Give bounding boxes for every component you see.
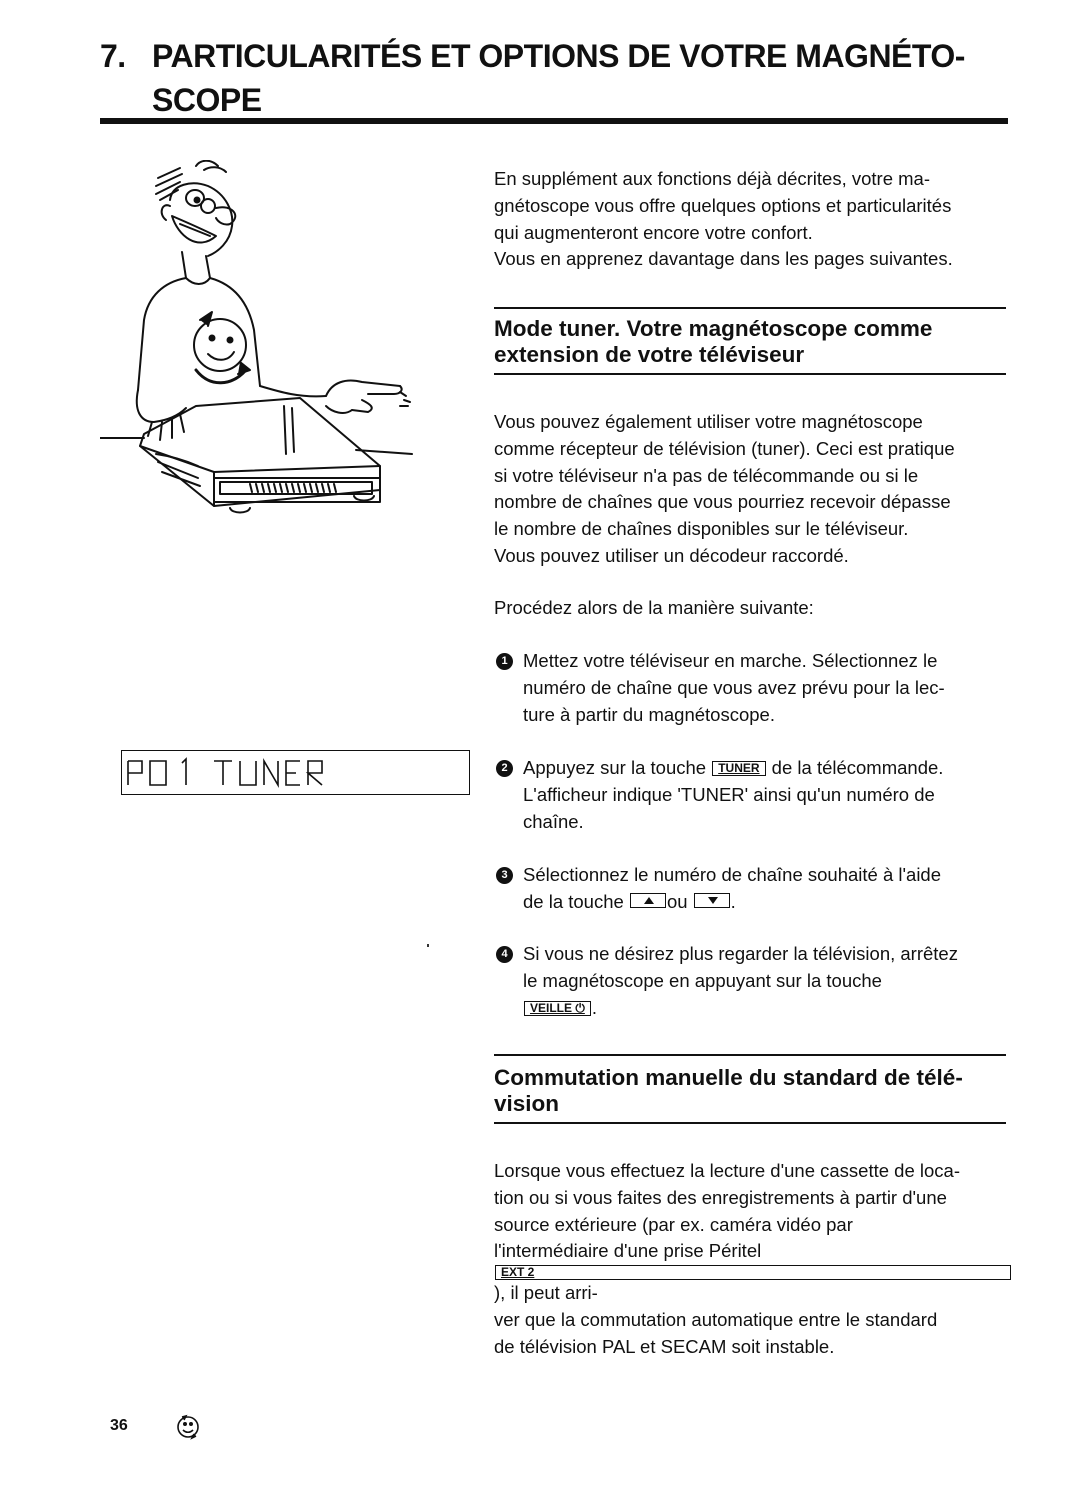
body-line: de télévision PAL et SECAM soit instable. — [494, 1335, 835, 1357]
step-line — [523, 995, 1017, 1022]
heading-line: vision — [494, 1091, 560, 1116]
title-rule — [100, 118, 1008, 124]
intro-line: qui augmenteront encore votre confort. — [494, 221, 813, 243]
heading-line: Mode tuner. Votre magnétoscope comme — [494, 316, 933, 341]
heading-line: extension de votre téléviseur — [494, 342, 805, 367]
vcr-man-illustration — [100, 160, 420, 525]
chapter-title-line2: SCOPE — [152, 82, 262, 118]
step-line: Sélectionnez le numéro de chaîne souhaité à l'aide — [523, 864, 942, 885]
step-line: chaîne. — [523, 810, 584, 832]
procedure-intro — [494, 595, 1012, 622]
stray-mark — [427, 944, 429, 947]
heading-line: Commutation manuelle du standard de télé- — [494, 1065, 963, 1090]
step-line: L'afficheur indique 'TUNER' ainsi qu'un numéro de — [523, 783, 935, 805]
step-text: ou — [666, 890, 688, 912]
tuner-key: TUNER — [712, 761, 765, 776]
step-text: . — [730, 890, 736, 912]
step-number-badge: 3 — [496, 867, 513, 884]
down-arrow-key-icon — [694, 893, 730, 908]
intro-line: Vous en apprenez davantage dans les pages suivantes. — [494, 248, 953, 270]
body-line: nombre de chaînes que vous pourriez recevoir dépasse — [494, 491, 951, 513]
step-line: Mettez votre téléviseur en marche. Sélectionnez le — [523, 650, 938, 671]
lcd-display — [121, 750, 470, 795]
smiley-logo-icon — [172, 1412, 206, 1447]
step-text: de la télécommande. — [766, 757, 944, 778]
step-number-badge: 2 — [496, 760, 513, 777]
body-line: source extérieure (par ex. caméra vidéo par — [494, 1213, 853, 1235]
step-line — [523, 755, 1017, 782]
up-arrow-key-icon — [630, 893, 666, 908]
section-standard-heading — [494, 1065, 1014, 1117]
section-tuner-top-rule — [494, 307, 1006, 309]
body-line: si votre téléviseur n'a pas de télécommande ou si le — [494, 464, 919, 486]
step-line: Si vous ne désirez plus regarder la télévision, arrêtez — [523, 943, 958, 964]
chapter-title — [100, 34, 1010, 122]
step-line: numéro de chaîne que vous avez prévu pour la lec- — [523, 676, 945, 698]
step-line — [523, 889, 1017, 916]
intro-line: gnétoscope vous offre quelques options et particularités — [494, 194, 952, 216]
procedure-intro-text: Procédez alors de la manière suivante: — [494, 597, 814, 618]
chapter-title-line1: PARTICULARITÉS ET OPTIONS DE VOTRE MAGNÉTO- — [152, 38, 965, 74]
step-number-badge: 4 — [496, 946, 513, 963]
body-line: le nombre de chaînes disponibles sur le téléviseur. — [494, 518, 909, 540]
body-line: ver que la commutation automatique entre le standard — [494, 1308, 938, 1330]
section-standard-bottom-rule — [494, 1122, 1006, 1124]
step-text: Appuyez sur la touche — [523, 757, 712, 778]
body-line: Lorsque vous effectuez la lecture d'une cassette de loca- — [494, 1160, 960, 1181]
section-tuner-bottom-rule — [494, 373, 1006, 375]
body-line: tion ou si vous faites des enregistrements à partir d'une — [494, 1186, 947, 1208]
section-standard-top-rule — [494, 1054, 1006, 1056]
step-line: le magnétoscope en appuyant sur la touche — [523, 969, 882, 991]
body-text: ), il peut arri- — [494, 1282, 598, 1304]
intro-paragraph — [494, 166, 1012, 273]
body-line: comme récepteur de télévision (tuner). Ceci est pratique — [494, 437, 955, 459]
ext2-key: EXT 2 — [495, 1265, 1011, 1280]
body-line: Vous pouvez utiliser un décodeur raccordé. — [494, 544, 849, 566]
chapter-number: 7. — [100, 38, 126, 74]
tuner-body-paragraph — [494, 409, 1012, 570]
page-number: 36 — [110, 1417, 128, 1434]
body-line: Vous pouvez également utiliser votre magnétoscope — [494, 411, 923, 432]
section-tuner-heading — [494, 316, 1014, 368]
standard-paragraph — [494, 1158, 1012, 1361]
step-text: de la touche — [523, 890, 629, 912]
lcd-segments-icon — [122, 751, 469, 794]
step-line: ture à partir du magnétoscope. — [523, 703, 775, 725]
standby-key: VEILLE ⏻ — [524, 1001, 591, 1016]
body-text: l'intermédiaire d'une prise Péritel — [494, 1240, 762, 1262]
step-number-badge: 1 — [496, 653, 513, 670]
step-text: . — [591, 996, 597, 1018]
intro-line: En supplément aux fonctions déjà décrites, votre ma- — [494, 168, 931, 189]
body-line — [494, 1238, 1012, 1307]
